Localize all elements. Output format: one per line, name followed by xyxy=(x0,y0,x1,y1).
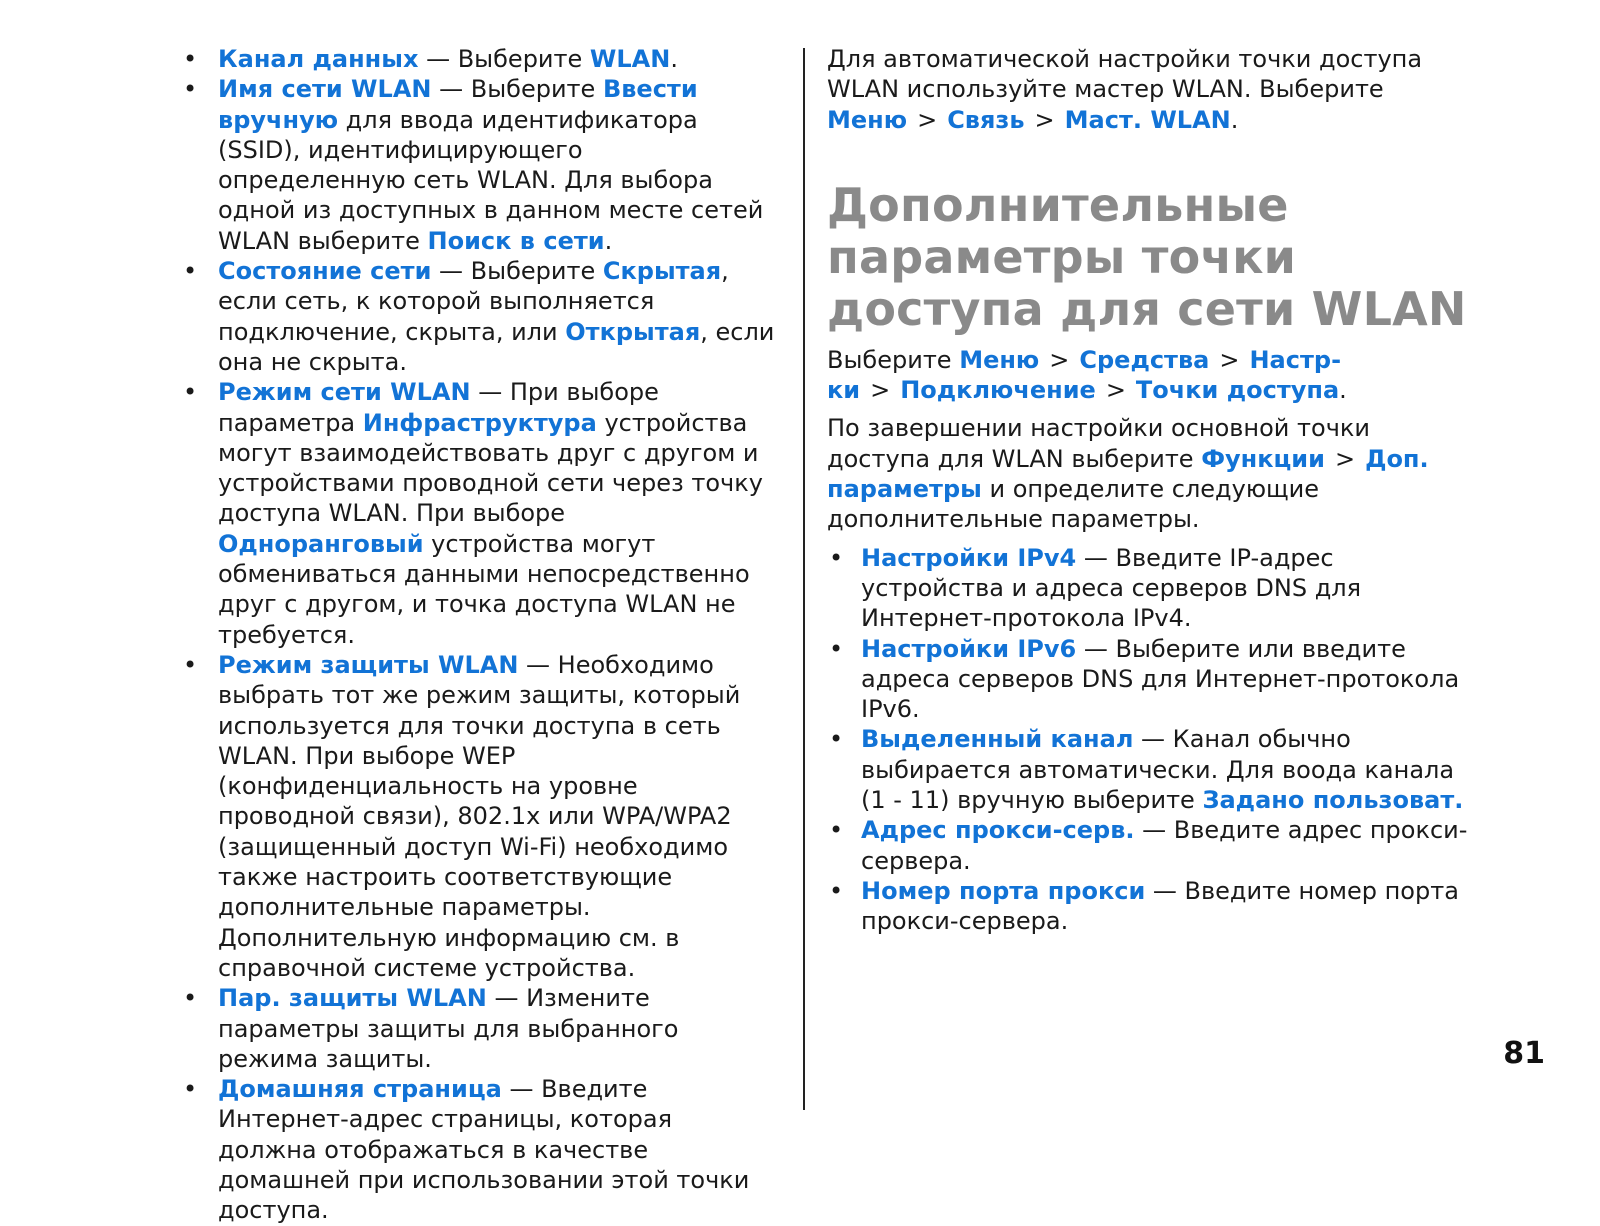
path-separator: > xyxy=(1034,105,1055,134)
term: Имя сети WLAN xyxy=(218,75,432,104)
keyword: Ввести вручную xyxy=(218,75,698,134)
bullet: • xyxy=(183,650,198,679)
bullet: • xyxy=(183,378,198,407)
bullet: • xyxy=(829,634,844,663)
description: — Выберите или введите адреса серверов DNS для Интернет-протокола IPv6. xyxy=(861,634,1460,724)
term: Канал данных xyxy=(218,45,419,73)
description: — Введите адрес прокси-сервера. xyxy=(861,816,1468,875)
list-item xyxy=(827,815,1477,876)
description: — Введите Интернет-адрес страницы, которая должна отображаться в качестве домашней при использовании этой точки доступа. xyxy=(218,1075,750,1225)
text: и определите следующие дополнительные параметры. xyxy=(827,475,1320,534)
path-separator: > xyxy=(1049,345,1070,374)
parameter-list-right xyxy=(827,543,1477,937)
keyword: Меню xyxy=(959,345,1040,374)
description: , если сеть, к которой выполняется подключение, скрыта, или xyxy=(218,257,729,346)
description: — Введите номер порта прокси-сервера. xyxy=(861,876,1459,936)
list-item xyxy=(181,74,777,256)
term: Адрес прокси-серв. xyxy=(861,816,1135,845)
instruction-paragraph xyxy=(827,413,1477,534)
keyword: Доп. параметры xyxy=(827,444,1429,504)
list-item xyxy=(181,650,777,983)
text: По завершении настройки основной точки доступа для WLAN выберите xyxy=(827,414,1370,473)
description: — Необходимо выбрать тот же режим защиты, который используется для точки доступа в сеть WLAN. При выборе WEP (конфиденциальность на уровне проводной связи), 802.1x или WPA/WPA2 (защищенный доступ Wi-Fi) необходимо также настроить соответствующие дополнительные параметры. Дополнительную информацию см. в справочной системе устройства. xyxy=(218,650,741,982)
description: — Введите IP-адрес устройства и адреса серверов DNS для Интернет-протокола IPv4. xyxy=(861,543,1362,633)
bullet: • xyxy=(183,1075,198,1104)
text: Для автоматической настройки точки доступа WLAN используйте мастер WLAN. Выберите xyxy=(827,45,1423,104)
description: — Выберите xyxy=(431,75,603,104)
keyword: Связь xyxy=(947,105,1025,134)
keyword: Одноранговый xyxy=(218,529,424,558)
term: Домашняя страница xyxy=(218,1075,502,1104)
list-item xyxy=(181,377,777,650)
path-separator: > xyxy=(1105,376,1126,405)
description: — Канал обычно выбирается автоматически. Для воода канала (1 - 11) вручную выберите xyxy=(861,725,1455,815)
term: Режим защиты WLAN xyxy=(218,650,519,679)
list-item xyxy=(181,1074,777,1225)
text: . xyxy=(1339,376,1347,405)
bullet: • xyxy=(829,543,844,572)
description: — Выберите xyxy=(431,257,603,286)
menu-path xyxy=(827,345,1477,406)
description: устройства могут обмениваться данными непосредственно друг с другом, и точка доступа WLAN не требуется. xyxy=(218,529,750,649)
description: для ввода идентификатора (SSID), идентифицирующего определенную сеть WLAN. Для выбора одной из доступных в данном месте сетей WLAN выберите xyxy=(218,105,764,255)
keyword: Точки доступа xyxy=(1135,376,1340,405)
text: Выберите xyxy=(827,345,960,374)
list-item xyxy=(181,44,777,74)
keyword: WLAN xyxy=(589,45,671,73)
description: — Измените параметры защиты для выбранного режима защиты. xyxy=(218,984,679,1073)
intro-paragraph xyxy=(827,44,1477,135)
description: , если она не скрыта. xyxy=(218,317,775,376)
keyword: Настр-ки xyxy=(827,345,1342,405)
keyword: Задано пользоват. xyxy=(1202,786,1464,815)
term: Состояние сети xyxy=(218,257,432,286)
text: . xyxy=(1230,105,1239,134)
term: Выделенный канал xyxy=(861,725,1134,754)
description: . xyxy=(604,226,613,255)
section-heading: Дополнительные параметры точки доступа для сети WLAN xyxy=(827,177,1467,336)
bullet: • xyxy=(183,75,198,104)
description: . xyxy=(670,45,678,73)
term: Номер порта прокси xyxy=(861,876,1146,905)
bullet: • xyxy=(829,816,844,845)
keyword: Открытая xyxy=(565,317,701,346)
list-item xyxy=(827,543,1477,634)
path-separator: > xyxy=(1334,444,1356,473)
column-divider xyxy=(803,48,805,1110)
term: Настройки IPv4 xyxy=(861,543,1077,572)
keyword: Скрытая xyxy=(602,257,722,286)
right-column xyxy=(827,44,1477,937)
keyword: Меню xyxy=(827,105,908,134)
keyword: Подключение xyxy=(900,376,1096,405)
page-number: 81 xyxy=(1503,1036,1545,1071)
bullet: • xyxy=(183,45,198,73)
bullet: • xyxy=(183,984,198,1013)
path-separator: > xyxy=(1219,345,1240,374)
term: Пар. защиты WLAN xyxy=(218,984,487,1013)
path-separator: > xyxy=(917,105,938,134)
bullet: • xyxy=(183,257,198,286)
list-item xyxy=(181,983,777,1074)
path-separator: > xyxy=(870,376,891,405)
list-item xyxy=(181,256,777,377)
description: устройства могут взаимодействовать друг с другом и устройствами проводной сети через точку доступа WLAN. При выборе xyxy=(218,408,763,528)
list-item xyxy=(827,724,1477,815)
term: Режим сети WLAN xyxy=(218,378,471,407)
keyword: Маст. WLAN xyxy=(1064,105,1231,134)
keyword: Средства xyxy=(1079,345,1210,374)
bullet: • xyxy=(829,725,844,754)
list-item xyxy=(827,876,1477,937)
term: Настройки IPv6 xyxy=(861,634,1077,663)
parameter-list-left xyxy=(181,44,777,1226)
bullet: • xyxy=(829,876,844,905)
left-column xyxy=(181,44,777,1226)
keyword: Инфраструктура xyxy=(362,408,597,437)
keyword: Функции xyxy=(1201,444,1325,473)
keyword: Поиск в сети xyxy=(427,226,605,255)
description: — Выберите xyxy=(418,45,590,73)
description: — При выборе параметра xyxy=(218,378,659,437)
list-item xyxy=(827,634,1477,725)
